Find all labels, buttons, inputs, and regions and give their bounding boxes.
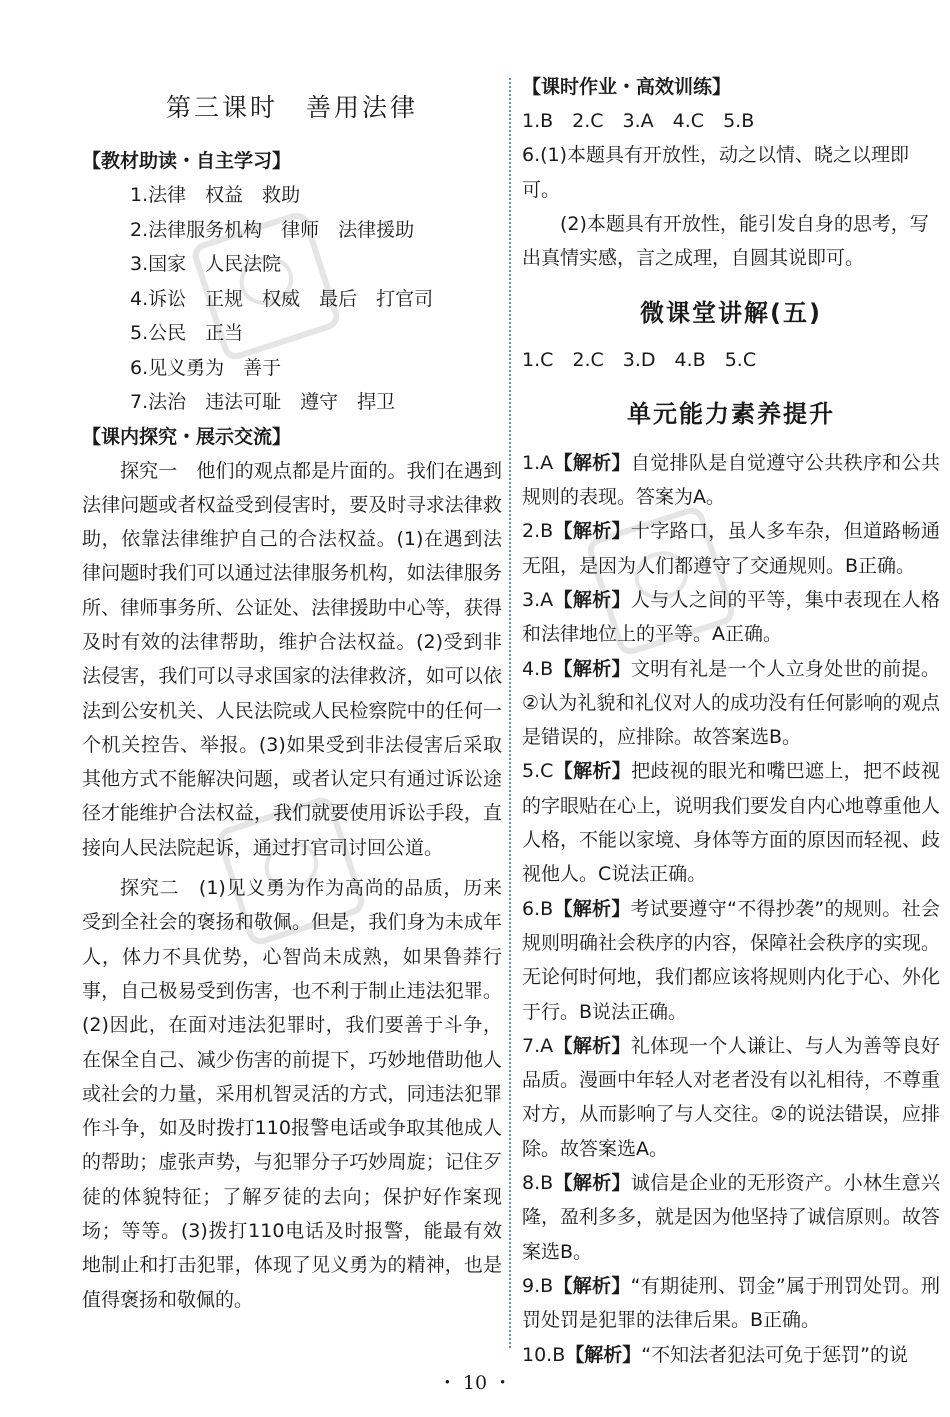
- homework-q6-answer: 6.(1)本题具有开放性，动之以情、晓之以理即可。: [522, 144, 910, 201]
- analysis-tag: 【解析】: [553, 897, 631, 920]
- section-header-exploration: 【课内探究・展示交流】: [82, 425, 292, 448]
- answer-number: 10.B: [522, 1343, 566, 1366]
- analysis-tag: 【解析】: [553, 1034, 631, 1057]
- list-item: [522, 1269, 940, 1338]
- page-number: ・ 10 ・: [437, 1372, 513, 1394]
- list-item: 7.法治 违法可耻 遵守 捍卫: [130, 391, 396, 413]
- list-item: 5.公民 正当: [130, 322, 244, 344]
- analysis-text: “有期徒刑、罚金”属于刑罚处罚。刑罚处罚是犯罪的法律后果。B正确。: [522, 1274, 940, 1332]
- list-item: [522, 1338, 940, 1372]
- answer-number: 7.A: [522, 1034, 554, 1057]
- answer-number: 2.B: [522, 520, 554, 543]
- section-header-homework: 【课时作业・高效训练】: [522, 76, 732, 98]
- micro-lesson-answers: 1.C 2.C 3.D 4.B 5.C: [522, 349, 757, 372]
- answer-number: 6.B: [522, 897, 554, 920]
- analysis-tag: 【解析】: [565, 1343, 642, 1366]
- list-item: [522, 652, 940, 755]
- analysis-tag: 【解析】: [553, 451, 631, 474]
- analysis-text: 考试要遵守“不得抄袭”的规则。社会规则明确社会秩序的内容，保障社会秩序的实现。无论何时何地，我们都应该将规则内化于心、外化于行。B说法正确。: [522, 897, 941, 1023]
- list-item: [522, 754, 940, 891]
- exploration-two-paragraph: 探究二 (1)见义勇为作为高尚的品质，历来受到全社会的褒扬和敬佩。但是，我们身为未成年人，体力不具优势，心智尚未成熟，如果鲁莽行事，自己极易受到伤害，也不利于制止违法犯罪。(2)因此，在面对违法犯罪时，我们要善于斗争，在保全自己、减少伤害的前提下，巧妙地借助他人或社会的力量，采用机智灵活的方式，同违法犯罪作斗争，如及时拨打110报警电话或争取其他成人的帮助；虚张声势，与犯罪分子巧妙周旋；记住歹徒的体貌特征；了解歹徒的去向；保护好作案现场；等等。(3)拨打110电话及时报警，能最有效地制止和打击犯罪，体现了见义勇为的精神，也是值得褒扬和敬佩的。: [82, 877, 502, 1311]
- list-item: 4.诉讼 正规 权威 最后 打官司: [130, 287, 434, 310]
- micro-lesson-title: 微课堂讲解(五): [640, 299, 822, 328]
- answer-number: 3.A: [522, 588, 554, 611]
- analysis-tag: 【解析】: [553, 588, 631, 611]
- answer-number: 1.A: [522, 451, 554, 474]
- list-item: [522, 1166, 940, 1269]
- analysis-text: 十字路口，虽人多车杂，但道路畅通无阻，是因为人们都遵守了交通规则。B正确。: [522, 520, 940, 577]
- analysis-text: 礼体现一个人谦让、与人为善等良好品质。漫画中年轻人对老者没有以礼相待，不尊重对方，从而影响了与人交往。②的说法错误，应排除。故答案选A。: [522, 1034, 941, 1160]
- list-item: [522, 892, 940, 1029]
- unit-review-title: 单元能力素养提升: [627, 399, 835, 428]
- lesson-title: 第三课时 善用法律: [165, 93, 418, 122]
- analysis-text: 文明有礼是一个人立身处世的前提。②认为礼貌和礼仪对人的成功没有任何影响的观点是错误的，应排除。故答案选B。: [522, 657, 940, 749]
- analysis-tag: 【解析】: [553, 760, 632, 783]
- keyword-answer-list: [82, 178, 502, 420]
- answer-number: 9.B: [522, 1274, 554, 1297]
- homework-choice-answers: 1.B 2.C 3.A 4.C 5.B: [522, 110, 755, 132]
- left-column: [82, 70, 502, 1317]
- unit-question-list: [522, 446, 940, 1372]
- exploration-one-paragraph: 探究一 他们的观点都是片面的。我们在遇到法律问题或者权益受到侵害时，要及时寻求法律救助，依靠法律维护自己的合法权益。(1)在遇到法律问题时我们可以通过法律服务机构，如法律服务所、律师事务所、公证处、法律援助中心等，获得及时有效的法律帮助，维护合法权益。(2)受到非法侵害，我们可以寻求国家的法律救济，如可以依法到公安机关、人民法院或人民检察院中的任何一个机关控告、举报。(3)如果受到非法侵害后采取其他方式不能解决问题，或者认定只有通过诉讼途径才能维护合法权益，我们就要使用诉讼手段，直接向人民法院起诉，通过打官司讨回公道。: [82, 459, 502, 859]
- analysis-tag: 【解析】: [553, 1274, 631, 1297]
- answer-number: 5.C: [522, 760, 554, 783]
- analysis-tag: 【解析】: [553, 1172, 631, 1195]
- section-header-self-study: 【教材助读・自主学习】: [82, 150, 292, 172]
- list-item: 2.法律服务机构 律师 法律援助: [130, 218, 415, 241]
- answer-number: 4.B: [522, 657, 554, 680]
- analysis-text: 人与人之间的平等，集中表现在人格和法律地位上的平等。A正确。: [522, 588, 940, 646]
- homework-q6-part2-answer: (2)本题具有开放性，能引发自身的思考，写出真情实感，言之成理，自圆其说即可。: [522, 212, 929, 270]
- analysis-tag: 【解析】: [553, 657, 631, 680]
- answer-number: 8.B: [522, 1172, 554, 1195]
- list-item: [522, 446, 940, 515]
- list-item: [522, 1029, 940, 1166]
- list-item: 6.见义勇为 善于: [130, 356, 282, 379]
- list-item: [522, 583, 940, 652]
- list-item: 1.法律 权益 救助: [130, 184, 301, 206]
- analysis-text: 诚信是企业的无形资产。小林生意兴隆，盈利多多，就是因为他坚持了诚信原则。故答案选B。: [522, 1172, 941, 1263]
- analysis-text: “不知法者犯法可免于惩罚”的说: [641, 1343, 908, 1366]
- analysis-tag: 【解析】: [553, 520, 631, 543]
- analysis-text: 自觉排队是自觉遵守公共秩序和公共规则的表现。答案为A。: [522, 451, 940, 509]
- analysis-text: 把歧视的眼光和嘴巴遮上，把不歧视的字眼贴在心上，说明我们要发自内心地尊重他人人格，不能以家境、身体等方面的原因而轻视、歧视他人。C说法正确。: [522, 760, 941, 886]
- column-divider: [509, 78, 511, 1348]
- list-item: 3.国家 人民法院: [130, 253, 282, 275]
- right-column: [522, 70, 940, 1372]
- list-item: [522, 514, 940, 583]
